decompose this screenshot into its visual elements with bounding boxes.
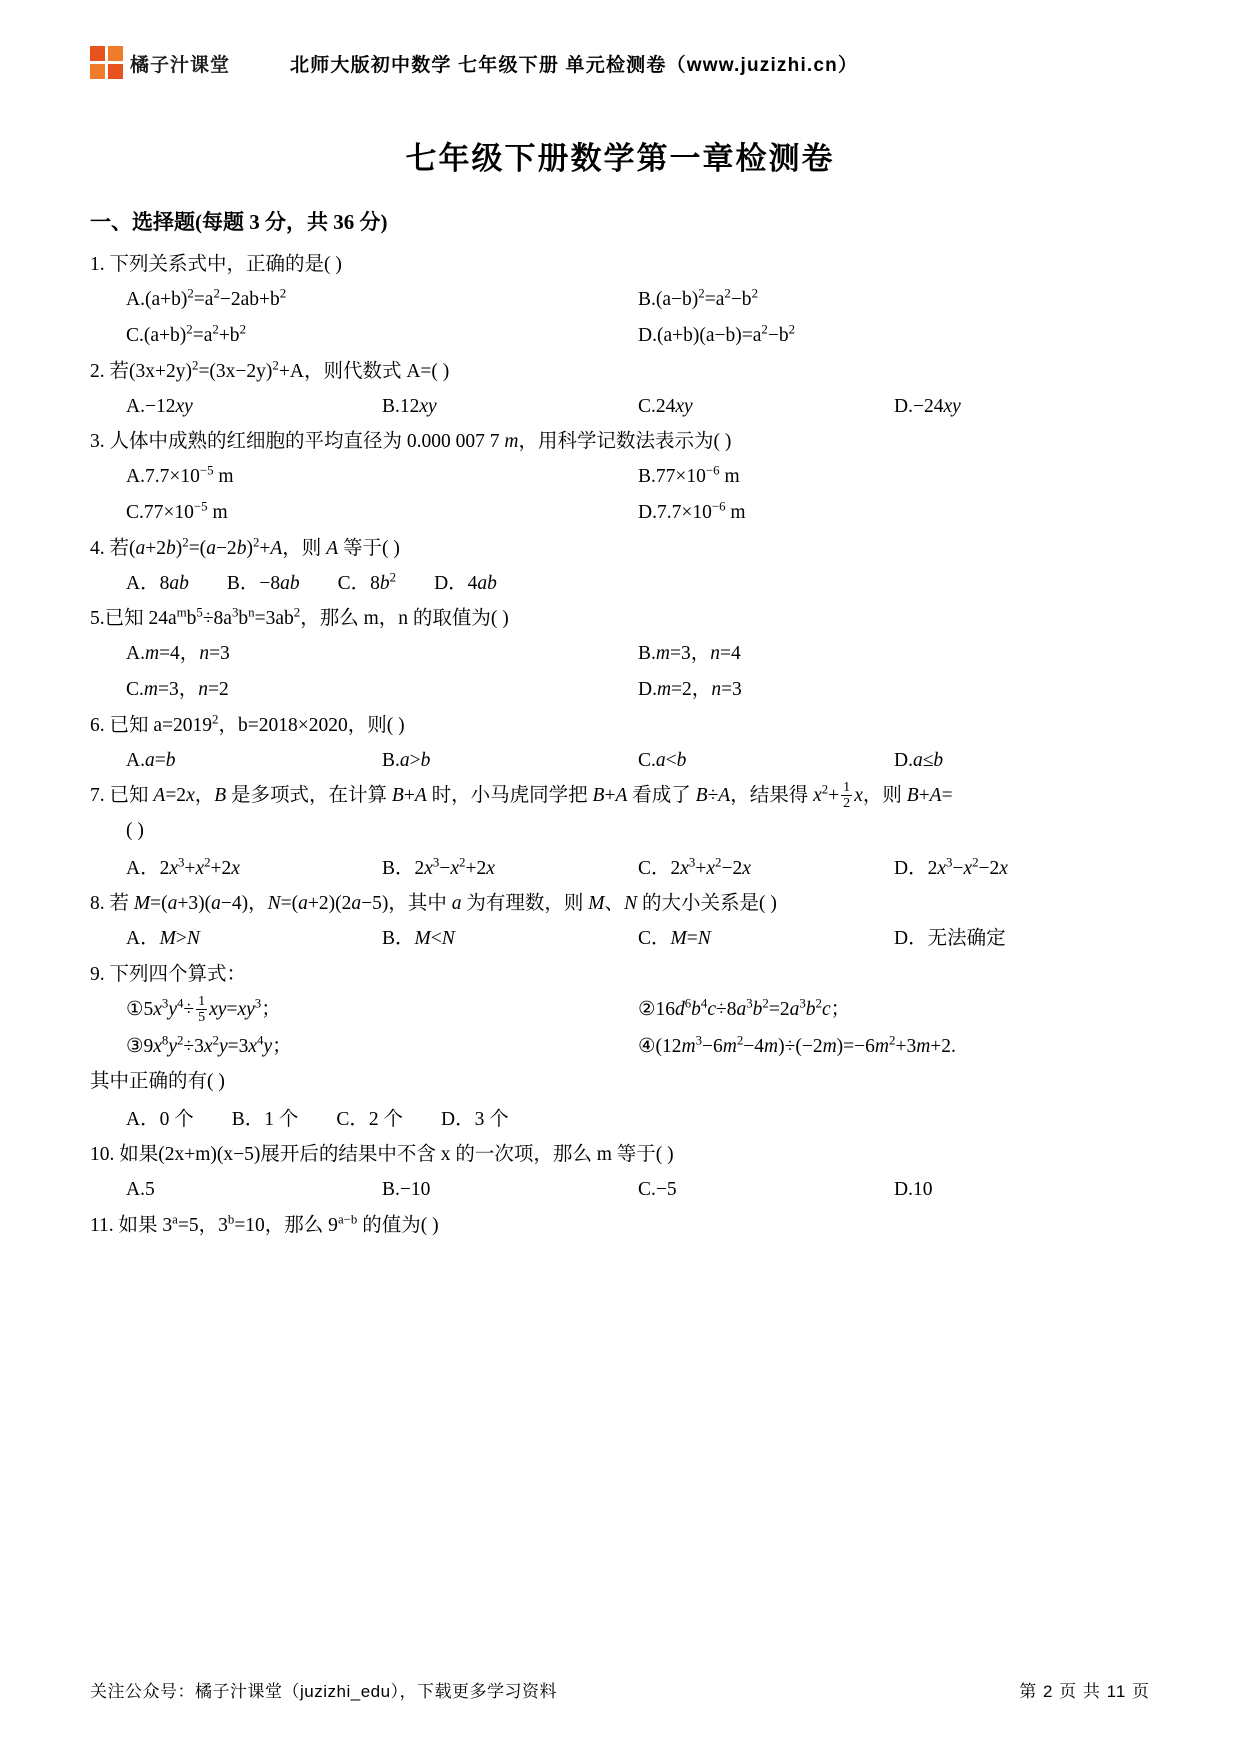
formula: $②16d^6b^4c\div 8a^3b^2=2a^3b^2c$； [638, 996, 851, 1020]
page-footer [90, 1677, 1150, 1702]
option-row [90, 284, 1150, 315]
formula-row [90, 1031, 1150, 1062]
header-title: 北师大版初中数学 七年级下册 单元检测卷（www.juzizhi.cn） [290, 54, 859, 76]
page-number: 第 2 页 共 11 页 [1019, 1682, 1150, 1701]
option[interactable]: $B.(a-b)^2=a^2-b^2$ [638, 286, 758, 311]
option[interactable]: B.12xy [382, 395, 437, 417]
option-row [90, 745, 1150, 776]
formula-row [90, 994, 1150, 1026]
option[interactable]: D.−24xy [894, 395, 961, 417]
option[interactable]: D.a≤b [894, 749, 944, 771]
option[interactable]: B.−10 [382, 1179, 431, 1201]
option[interactable]: $A.(a+b)^2=a^2-2ab+b^2$ [126, 286, 287, 311]
formula: $①5x^3y^4\div$ $\frac{1}{5}$ $xy=xy^3$； [126, 993, 281, 1025]
option[interactable]: A．M>N [126, 928, 200, 950]
option[interactable]: C.24xy [638, 395, 693, 417]
option-row [90, 320, 1150, 351]
question-stem: 8. 若 M=(a+3)(a−4)，N=(a+2)(2a−5)，其中 a 为有理数，则 M、N 的大小关系是( ) [90, 893, 777, 915]
option-row [90, 568, 1150, 599]
question-stem: 11. 如果 $3^a=5$，$3^b=10$，那么 $9^{a-b}$ 的值为( ) [90, 1212, 439, 1236]
option[interactable]: $C.77\times 10^{-5}$ m [126, 499, 228, 524]
option[interactable]: D.m=2，n=3 [638, 679, 742, 701]
page-title: 七年级下册数学第一章检测卷 [405, 141, 835, 176]
option[interactable]: B.m=3，n=4 [638, 643, 741, 665]
option[interactable]: $B.77\times 10^{-6}$ m [638, 463, 740, 488]
option[interactable]: A．0 个 [126, 1108, 194, 1130]
footer-note: 关注公众号：橘子汁课堂（juzizhi_edu），下载更多学习资料 [90, 1682, 558, 1701]
option[interactable]: B．1 个 [231, 1108, 299, 1130]
option-row [90, 1104, 1150, 1135]
option[interactable]: B．−8ab [226, 572, 300, 594]
question-stem: 2. 若$(3x+2y)^2=(3x-2y)^2+A$，则代数式 A=( ) [90, 358, 450, 382]
option[interactable]: A.m=4，n=3 [126, 643, 230, 665]
option[interactable]: D．无法确定 [894, 928, 1006, 950]
option[interactable]: D．$2x^3-x^2-2x$ [894, 855, 1008, 879]
option[interactable]: $D.(a+b)(a-b)=a^2-b^2$ [638, 322, 796, 347]
question-stem: 5.已知 $24a^mb^5\div 8a^3b^n=3ab^2$，那么 m，n 的取值为( ) [90, 605, 509, 629]
question-stem: 4. 若$(a+2b)^2=(a-2b)^2+A$，则 A 等于( ) [90, 535, 400, 559]
brand-logo [90, 46, 260, 80]
question-stem: 7. 已知 A=2x，B 是多项式，在计算 B+A 时，小马虎同学把 B+A 看成了 B÷A，结果得 $x^2+$ $\frac{1}{2}$ x，则 B+A= [90, 779, 953, 812]
page-header [90, 35, 1150, 91]
question-stem: 9. 下列四个算式： [90, 963, 247, 985]
option[interactable]: B．$2x^3-x^2+2x$ [382, 855, 495, 879]
formula: $③9x^8y^2\div 3x^2y=3x^4y$； [126, 1033, 292, 1057]
question-stem: 6. 已知 $a=2019^2$，b=2018×2020，则( ) [90, 712, 405, 736]
option[interactable]: C．2 个 [336, 1108, 403, 1130]
option[interactable]: C.−5 [638, 1179, 677, 1201]
question-stem: 10. 如果(2x+m)(x−5)展开后的结果中不含 x 的一次项，那么 m 等于( ) [90, 1144, 674, 1166]
option[interactable]: A．8ab [126, 572, 189, 594]
option-row [90, 853, 1150, 884]
option[interactable]: C.a<b [638, 749, 687, 771]
option-row [90, 674, 1150, 705]
option-row [90, 1174, 1150, 1205]
logo-text: 橘子汁课堂 [130, 54, 231, 76]
option-row [90, 497, 1150, 528]
option[interactable]: C．M=N [638, 928, 711, 950]
question-tail: 其中正确的有( ) [90, 1070, 225, 1092]
formula: $④(12m^3-6m^2-4m)\div(-2m)=-6m^2+3m+2$. [638, 1033, 956, 1057]
option[interactable]: A.5 [126, 1179, 155, 1201]
question-stem: 3. 人体中成熟的红细胞的平均直径为 0.000 007 7 m，用科学记数法表示为( ) [90, 431, 732, 452]
option[interactable]: A．$2x^3+x^2+2x$ [126, 855, 240, 879]
question-stem: 1. 下列关系式中，正确的是( ) [90, 254, 342, 275]
option[interactable]: B.a>b [382, 749, 431, 771]
option[interactable]: D．4ab [434, 572, 497, 594]
option[interactable]: $A.7.7\times 10^{-5}$ m [126, 463, 234, 488]
option-row [90, 461, 1150, 492]
option[interactable]: B．M<N [382, 928, 455, 950]
option-row [90, 638, 1150, 669]
option[interactable]: A.a=b [126, 749, 176, 771]
logo-squares-icon [90, 46, 124, 80]
section-title: 一、选择题(每题 3 分，共 36 分) [90, 210, 388, 234]
option[interactable]: A.−12xy [126, 395, 193, 417]
option-row [90, 391, 1150, 422]
option-row [90, 923, 1150, 954]
option[interactable]: D．3 个 [441, 1108, 509, 1130]
question-stem-continued: ( ) [126, 819, 144, 841]
option[interactable]: C.m=3，n=2 [126, 679, 229, 701]
option[interactable]: C．$8b^2$ [337, 570, 397, 594]
option[interactable]: $C.(a+b)^2=a^2+b^2$ [126, 322, 246, 347]
option[interactable]: C．$2x^3+x^2-2x$ [638, 855, 751, 879]
option[interactable]: $D.7.7\times 10^{-6}$ m [638, 499, 746, 524]
option[interactable]: D.10 [894, 1179, 933, 1201]
